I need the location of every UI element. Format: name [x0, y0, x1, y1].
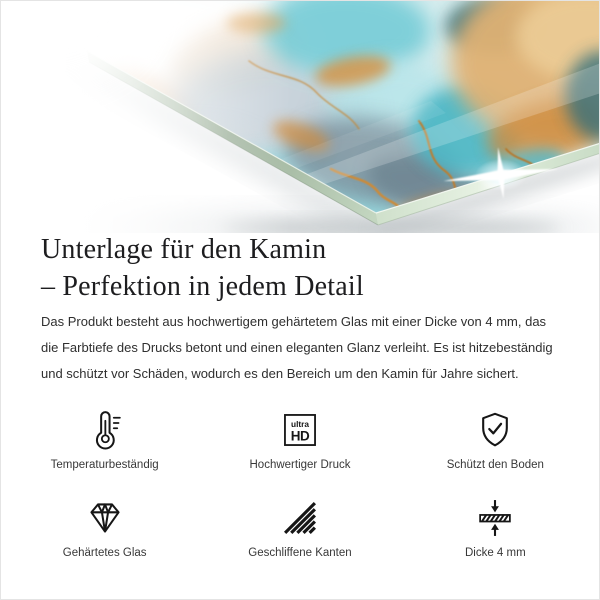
- thermometer-icon: [84, 407, 126, 453]
- product-description-text: Das Produkt besteht aus hochwertigem gehärtetem Glas mit einer Dicke von 4 mm, das die Farbtiefe des Drucks betont und einen eleganten Glanz verleiht. Es ist hitzebeständig und schützt vor Schäden, wodurch es den Bereich um den Kamin für Jahre sichert.: [41, 314, 553, 381]
- page-title: [41, 231, 364, 305]
- ultra-hd-icon: [281, 407, 319, 453]
- feature-tempered-glass: [7, 491, 202, 579]
- feature-label: Dicke 4 mm: [464, 547, 526, 559]
- feature-label: Temperaturbeständig: [50, 459, 159, 471]
- feature-grid: [1, 403, 599, 579]
- feature-polished-edges: [202, 491, 397, 579]
- page-title-line1: Unterlage für den Kamin: [41, 234, 327, 265]
- feature-thickness: [398, 491, 593, 579]
- feature-floor-protection: [398, 403, 593, 491]
- product-image[interactable]: [1, 1, 600, 233]
- feature-print-quality: [202, 403, 397, 491]
- page-title-line2: – Perfektion in jedem Detail: [41, 271, 364, 302]
- feature-label: Gehärtetes Glas: [62, 547, 147, 559]
- feature-label: Schützt den Boden: [446, 459, 544, 471]
- shield-check-icon: [474, 407, 516, 453]
- feature-temperature: [7, 403, 202, 491]
- diamond-icon: [84, 495, 126, 541]
- feature-label: Hochwertiger Druck: [249, 459, 351, 471]
- thickness-4mm-icon: [474, 495, 516, 541]
- svg-text:HD: HD: [290, 428, 310, 444]
- svg-text:ultra: ultra: [290, 418, 309, 429]
- feature-label: Geschliffene Kanten: [248, 547, 352, 559]
- polished-edges-icon: [279, 495, 321, 541]
